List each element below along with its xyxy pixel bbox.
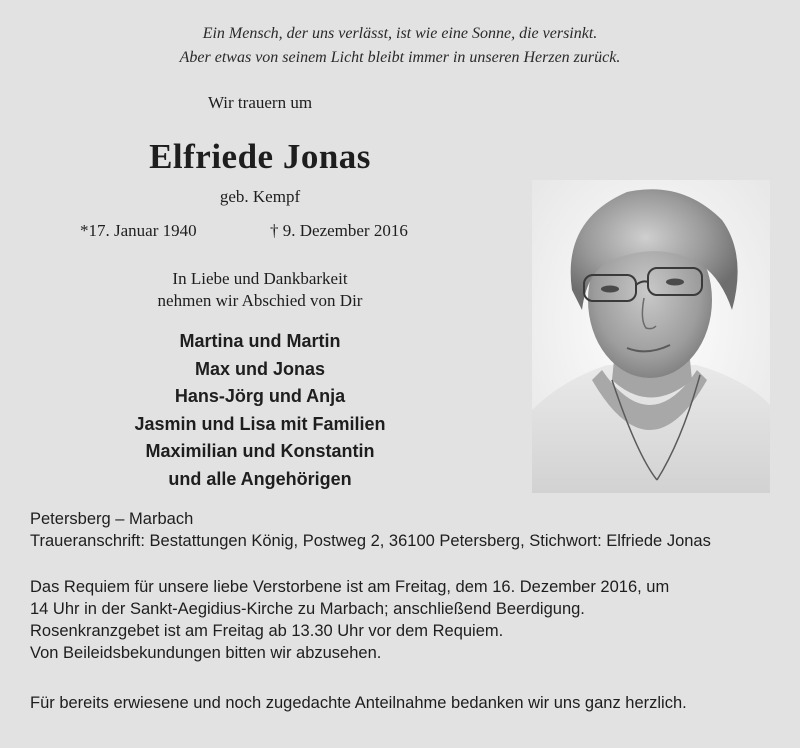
address-block bbox=[30, 508, 775, 552]
mourner-line: Maximilian und Konstantin bbox=[145, 441, 375, 461]
service-line: Rosenkranzgebet ist am Freitag ab 13.30 Uhr vor dem Requiem. bbox=[30, 622, 504, 640]
service-line: Das Requiem für unsere liebe Verstorbene ist am Freitag, dem 16. Dezember 2016, um bbox=[30, 578, 670, 596]
maiden-name: geb. Kempf bbox=[219, 187, 301, 206]
quote-line-1: Ein Mensch, der uns verlässt, ist wie eine Sonne, die versinkt. bbox=[202, 25, 598, 42]
mourner-line: Hans-Jörg und Anja bbox=[174, 386, 346, 406]
farewell-line-1: In Liebe und Dankbarkeit bbox=[172, 269, 348, 288]
mourner-line: Max und Jonas bbox=[194, 358, 326, 379]
mourner-line: Jasmin und Lisa mit Familien bbox=[134, 413, 386, 434]
mourning-address: Traueranschrift: Bestattungen König, Postweg 2, 36100 Petersberg, Stichwort: Elfriede Jonas bbox=[30, 532, 711, 550]
service-line: Von Beileidsbekundungen bitten wir abzusehen. bbox=[30, 644, 382, 662]
farewell-text bbox=[40, 268, 480, 312]
quote bbox=[0, 22, 800, 70]
deceased-name: Elfriede Jonas bbox=[149, 137, 371, 176]
farewell-line-2: nehmen wir Abschied von Dir bbox=[157, 291, 363, 310]
mourner-line: Martina und Martin bbox=[179, 331, 341, 351]
mourner-line: und alle Angehörigen bbox=[168, 468, 352, 489]
service-line: 14 Uhr in der Sankt-Aegidius-Kirche zu Marbach; anschließend Beerdigung. bbox=[30, 600, 585, 618]
quote-line-2: Aber etwas von seinem Licht bleibt immer in unseren Herzen zurück. bbox=[179, 49, 621, 66]
birth-date: *17. Januar 1940 bbox=[80, 221, 197, 240]
portrait-image bbox=[532, 180, 770, 493]
intro-text: Wir trauern um bbox=[207, 93, 313, 112]
thanks-text: Für bereits erwiesene und noch zugedachte Anteilnahme bedanken wir uns ganz herzlich. bbox=[30, 694, 687, 712]
death-date: † 9. Dezember 2016 bbox=[270, 221, 408, 240]
portrait-photo bbox=[532, 180, 770, 493]
service-info bbox=[30, 576, 775, 664]
mourners-list bbox=[40, 328, 480, 493]
place-names: Petersberg – Marbach bbox=[30, 510, 194, 528]
